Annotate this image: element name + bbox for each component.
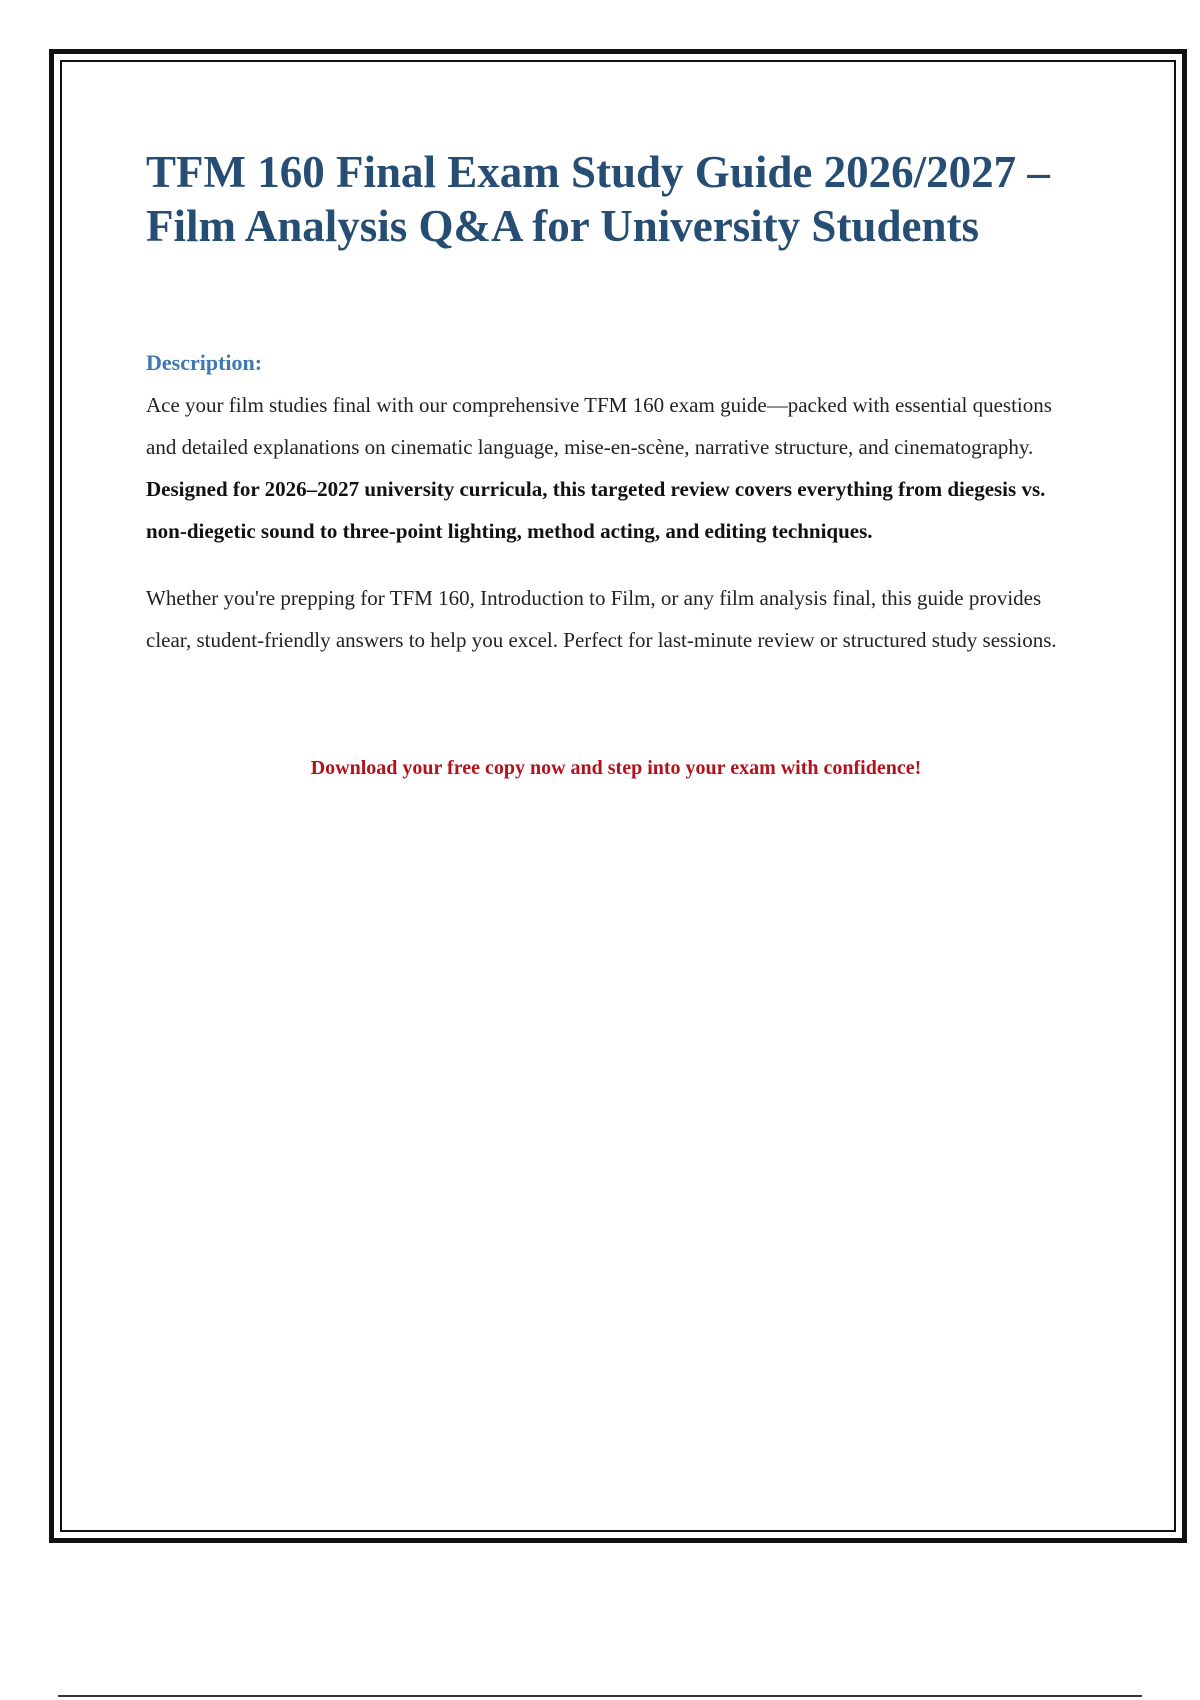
paragraph-1-plain-text: Ace your film studies final with our comprehensive TFM 160 exam guide—packed with essential questions and detailed explanations on cinematic language, mise-en-scène, narrative structure, and cinematography. <box>146 393 1052 459</box>
description-label: Description: <box>146 350 263 375</box>
document-content <box>146 145 1086 783</box>
description-paragraph-1 <box>146 384 1086 552</box>
paragraph-1-bold-text: Designed for 2026–2027 university curricula, this targeted review covers everything from diegesis vs. non-diegetic sound to three-point lighting, method acting, and editing techniques. <box>146 477 1046 543</box>
footer-divider <box>58 1695 1142 1697</box>
document-title: TFM 160 Final Exam Study Guide 2026/2027 – Film Analysis Q&A for University Students <box>146 147 1050 251</box>
description-paragraph-2: Whether you're prepping for TFM 160, Introduction to Film, or any film analysis final, this guide provides clear, student-friendly answers to help you excel. Perfect for last-minute review or structured study sessions. <box>146 586 1057 652</box>
call-to-action-text: Download your free copy now and step into your exam with confidence! <box>310 757 922 779</box>
